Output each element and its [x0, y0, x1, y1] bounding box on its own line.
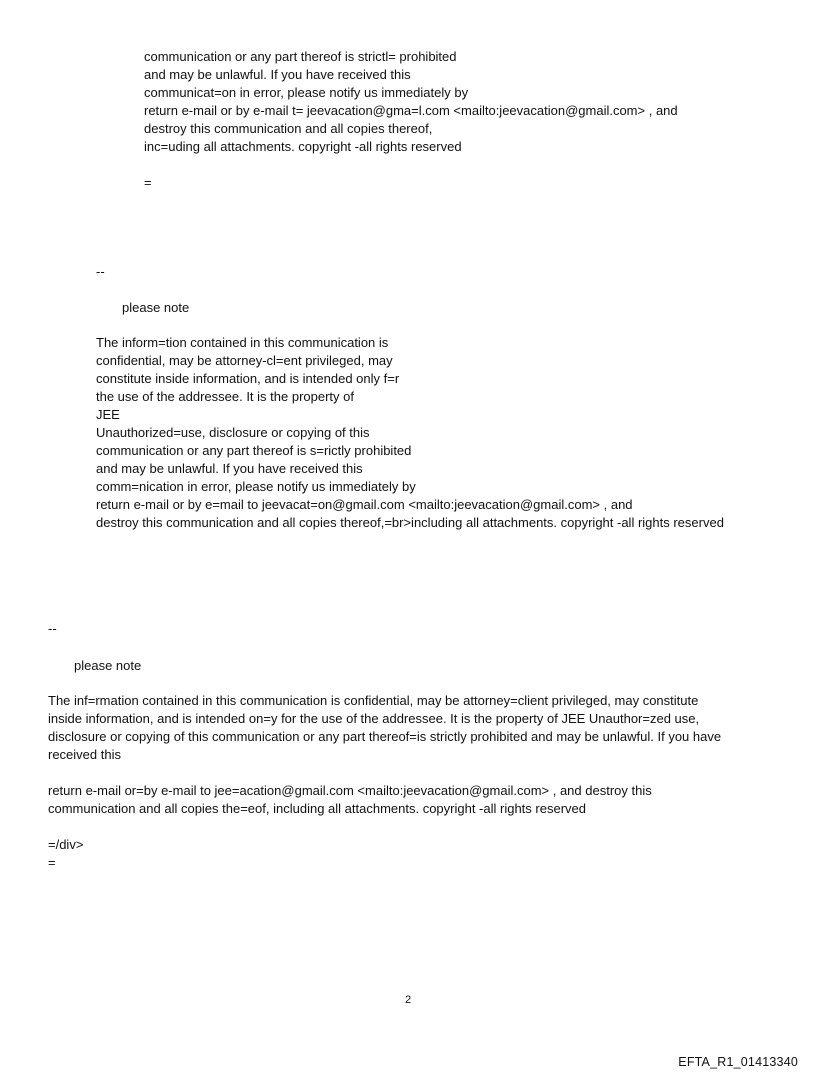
please-note-heading: please note	[74, 658, 142, 673]
signature-separator: --	[48, 621, 57, 636]
text-line: =	[144, 175, 152, 190]
text-line: inc=uding all attachments. copyright -all rights reserved	[144, 139, 462, 154]
text-line: destroy this communication and all copies thereof,	[144, 121, 433, 136]
text-line: =/div>	[48, 837, 84, 852]
text-line: communication or any part thereof is s=rictly prohibited	[96, 443, 412, 458]
quoted-block-level-0-heading	[74, 657, 141, 675]
quoted-block-level-1	[96, 334, 724, 532]
text-line: constitute inside information, and is intended only f=r	[96, 371, 400, 386]
text-line: communicat=on in error, please notify us immediately by	[144, 85, 469, 100]
quoted-block-level-2	[144, 48, 678, 192]
text-line: =	[48, 855, 56, 870]
text-line: The inform=tion contained in this communication is	[96, 335, 389, 350]
disclaimer-paragraph-continued	[48, 782, 652, 818]
text-line: return e-mail or by e=mail to jeevacat=on@gmail.com <mailto:jeevacation@gmail.com> , and	[96, 497, 633, 512]
bates-number: EFTA_R1_01413340	[678, 1055, 798, 1069]
text-line: comm=nication in error, please notify us immediately by	[96, 479, 416, 494]
text-line: JEE	[96, 407, 120, 422]
html-trailer	[48, 836, 83, 872]
quoted-block-level-0-separator	[48, 620, 57, 638]
text-line: Unauthorized=use, disclosure or copying of this	[96, 425, 370, 440]
text-line: and may be unlawful. If you have received this	[96, 461, 363, 476]
text-line: and may be unlawful. If you have received this	[144, 67, 411, 82]
text-line	[144, 156, 678, 174]
text-line: communication and all copies the=eof, including all attachments. copyright -all rights reserved	[48, 801, 586, 816]
page-number: 2	[404, 994, 412, 1006]
text-line: disclosure or copying of this communication or any part thereof=is strictly prohibited and may be unlawful. If you have	[48, 729, 722, 744]
please-note-heading: please note	[122, 300, 190, 315]
quoted-block-level-1-separator	[96, 263, 105, 281]
disclaimer-paragraph	[48, 692, 721, 764]
signature-separator: --	[96, 264, 105, 279]
text-line: destroy this communication and all copies thereof,=br>including all attachments. copyright -all rights reserved	[96, 515, 724, 530]
quoted-block-level-1-heading	[122, 299, 189, 317]
text-line: return e-mail or by e-mail t= jeevacation@gma=l.com <mailto:jeevacation@gmail.com> , and	[144, 103, 678, 118]
text-line: return e-mail or=by e-mail to jee=acation@gmail.com <mailto:jeevacation@gmail.com> , and destroy this	[48, 783, 652, 798]
text-line: communication or any part thereof is strictl= prohibited	[144, 49, 457, 64]
text-line: inside information, and is intended on=y for the use of the addressee. It is the property of JEE Unauthor=zed use,	[48, 711, 700, 726]
text-line: The inf=rmation contained in this communication is confidential, may be attorney=client privileged, may constitute	[48, 693, 699, 708]
text-line: confidential, may be attorney-cl=ent privileged, may	[96, 353, 393, 368]
text-line: the use of the addressee. It is the property of	[96, 389, 354, 404]
text-line: received this	[48, 747, 121, 762]
